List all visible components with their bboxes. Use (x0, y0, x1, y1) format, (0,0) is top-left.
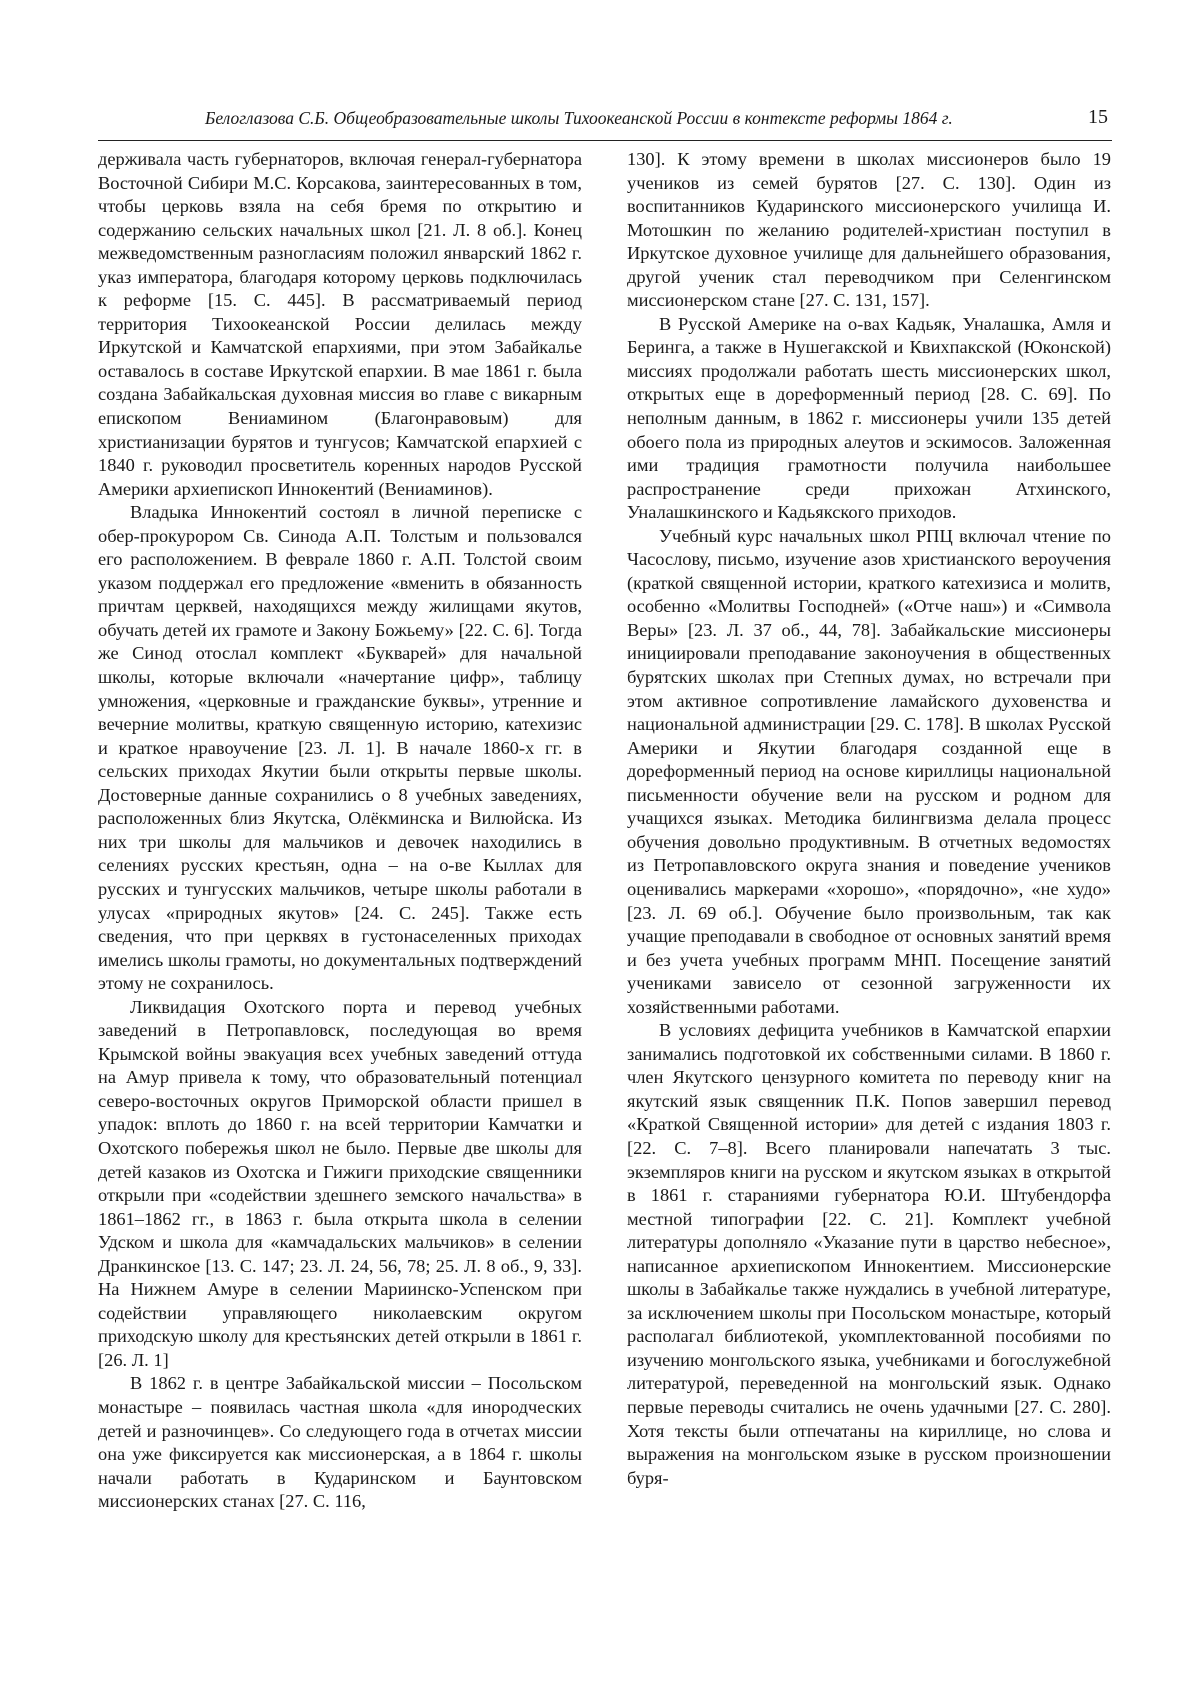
left-column (98, 148, 582, 1514)
paragraph: держивала часть губернаторов, включая генерал-губернатора Восточной Сибири М.С. Корсакова, заинтересованных в том, чтобы церковь взяла на себя бремя по открытию и содержанию сельских начальных школ [21. Л. 8 об.]. Конец межведомственным разногласиям положил январский 1862 г. указ императора, благодаря которому церковь подключилась к реформе [15. С. 445]. В рассматриваемый период территория Тихоокеанской России делилась между Иркутской и Камчатской епархиями, при этом Забайкалье оставалось в составе Иркутской епархии. В мае 1861 г. была создана Забайкальская духовная миссия во главе с викарным епископом Вениамином (Благонравовым) для христианизации бурятов и тунгусов; Камчатской епархией с 1840 г. руководил просветитель коренных народов Русской Америки архиепископ Иннокентий (Вениаминов). (98, 149, 582, 499)
running-title: Белоглазова С.Б. Общеобразовательные школы Тихоокеанской России в контексте реформы 1864 г. (205, 108, 953, 128)
paragraph: В Русской Америке на о-вах Кадьяк, Уналашка, Амля и Беринга, а также в Нушегакской и Квихпакской (Юконской) миссиях продолжали работать шесть миссионерских школ, открытых еще в дореформенный период [28. С. 69]. По неполным данным, в 1862 г. миссионеры учили 135 детей обоего пола из природных алеутов и эскимосов. Заложенная ими традиция грамотности получила наибольшее распространение среди прихожан Атхинского, Уналашкинского и Кадьякского приходов. (627, 313, 1111, 523)
right-column (627, 148, 1111, 1490)
paragraph: Владыка Иннокентий состоял в личной переписке с обер-прокурором Св. Синода А.П. Толстым и пользовался его расположением. В феврале 1860 г. А.П. Толстой своим указом поддержал его предложение «вменить в обязанность причтам церквей, находящихся между жилищами якутов, обучать детей их грамоте и Закону Божьему» [22. С. 6]. Тогда же Синод отослал комплект «Букварей» для начальной школы, которые включали «начертание цифр», таблицу умножения, «церковные и гражданские буквы», утренние и вечерние молитвы, краткую священную историю, катехизис и краткое нравоучение [23. Л. 1]. В начале 1860-х гг. в сельских приходах Якутии были открыты первые школы. Достоверные данные сохранились о 8 учебных заведениях, расположенных близ Якутска, Олёкминска и Вилюйска. Из них три школы для мальчиков и девочек находились в селениях русских крестьян, одна – на о-ве Кыллах для русских и тунгусских мальчиков, четыре школы работали в улусах «природных якутов» [24. С. 245]. Также есть сведения, что при церквях в густонаселенных приходах имелись школы грамоты, но документальных подтверждений этому не сохранилось. (98, 502, 582, 994)
paragraph: Ликвидация Охотского порта и перевод учебных заведений в Петропавловск, последующая во время Крымской войны эвакуация всех учебных заведений оттуда на Амур привела к тому, что образовательный потенциал северо-восточных округов Приморской области пришел в упадок: вплоть до 1860 г. на всей территории Камчатки и Охотского побережья школ не было. Первые две школы для детей казаков из Охотска и Гижиги приходские священники открыли при «содействии здешнего земского начальства» в 1861–1862 гг., в 1863 г. была открыта школа в селении Удском и школа для «камчадальских мальчиков» в селении Дранкинское [13. С. 147; 23. Л. 24, 56, 78; 25. Л. 8 об., 9, 33]. На Нижнем Амуре в селении Мариинско-Успенском при содействии управляющего николаевским округом приходскую школу для крестьянских детей открыли в 1861 г. [26. Л. 1] (98, 996, 582, 1370)
running-header (98, 106, 1112, 141)
paragraph: В 1862 г. в центре Забайкальской миссии – Посольском монастыре – появилась частная школа «для инородческих детей и разночинцев». Со следующего года в отчетах миссии она уже фиксируется как миссионерская, а в 1864 г. школы начали работать в Кударинском и Баунтовском миссионерских станах [27. С. 116, (98, 1373, 582, 1512)
paragraph: Учебный курс начальных школ РПЦ включал чтение по Часослову, письмо, изучение азов христианского вероучения (краткой священной истории, краткого катехизиса и молитв, особенно «Молитвы Господней» («Отче наш») и «Символа Веры» [23. Л. 37 об., 44, 78]. Забайкальские миссионеры инициировали преподавание законоучения в общественных бурятских школах при Степных думах, но встречали при этом активное сопротивление ламайского духовенства и национальной администрации [29. С. 178]. В школах Русской Америки и Якутии благодаря созданной еще в дореформенный период на основе кириллицы национальной письменности обучение вели на русском и родном для учащихся языках. Методика билингвизма делала процесс обучения довольно продуктивным. В отчетных ведомостях из Петропавловского округа знания и поведение учеников оценивались маркерами «хорошо», «порядочно», «не худо» [23. Л. 69 об.]. Обучение было произвольным, так как учащие преподавали в свободное от основных занятий время и без учета учебных программ МНП. Посещение занятий учениками зависело от сезонной загруженности их хозяйственными работами. (627, 525, 1111, 1017)
page-number: 15 (1088, 106, 1108, 128)
paragraph: В условиях дефицита учебников в Камчатской епархии занимались подготовкой их собственными силами. В 1860 г. член Якутского цензурного комитета по переводу книг на якутский язык священник П.К. Попов завершил перевод «Краткой Священной истории» для детей с издания 1803 г. [22. С. 7–8]. Всего планировали напечатать 3 тыс. экземпляров книги на русском и якутском языках в открытой в 1861 г. стараниями губернатора Ю.И. Штубендорфа местной типографии [22. С. 21]. Комплект учебной литературы дополняло «Указание пути в царство небесное», написанное архиепископом Иннокентием. Миссионерские школы в Забайкалье также нуждались в учебной литературе, за исключением школы при Посольском монастыре, который располагал библиотекой, укомплектованной пособиями по изучению монгольского языка, учебниками и богослужебной литературой, переведенной на монгольский язык. Однако первые переводы считались не очень удачными [27. С. 280]. Хотя тексты были отпечатаны на кириллице, но слова и выражения на монгольском языке в русском произношении буря- (627, 1020, 1111, 1488)
paragraph: 130]. К этому времени в школах миссионеров было 19 учеников из семей бурятов [27. С. 130]. Один из воспитанников Кударинского миссионерского училища И. Мотошкин по желанию родителей-христиан поступил в Иркутское духовное училище для дальнейшего образования, другой ученик стал переводчиком при Селенгинском миссионерском стане [27. С. 131, 157]. (627, 149, 1111, 311)
